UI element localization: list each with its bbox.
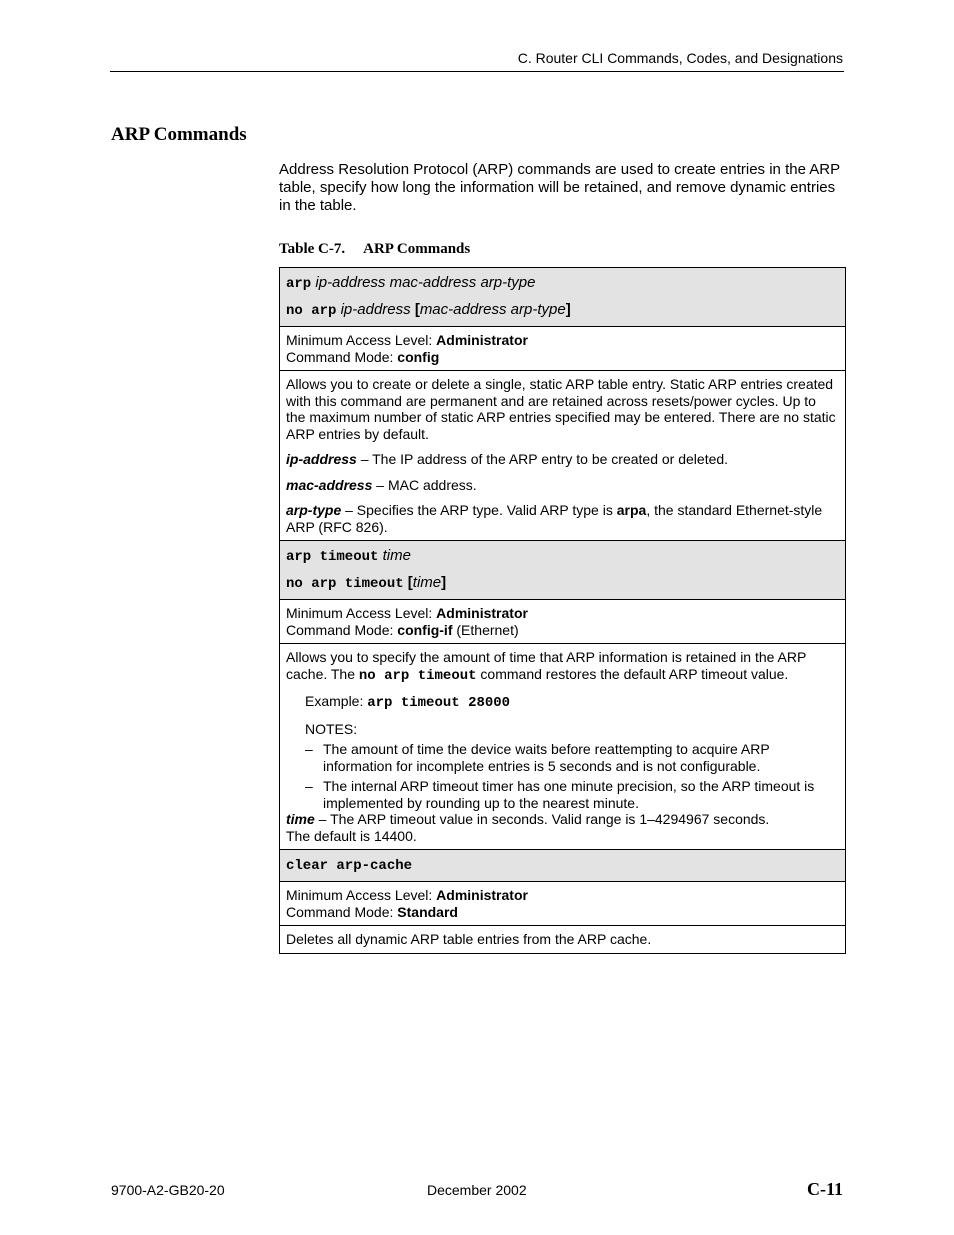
- arp-command-mode: Command Mode: config: [286, 348, 440, 365]
- arp-timeout-example: Example: arp timeout 28000: [305, 693, 511, 711]
- running-header: C. Router CLI Commands, Codes, and Designations: [517, 50, 843, 66]
- clear-arp-cache-description: Deletes all dynamic ARP table entries from the ARP cache.: [286, 931, 652, 947]
- arp-access-row: [280, 326, 845, 370]
- footer-page-number: C-11: [807, 1179, 843, 1199]
- notes-label: NOTES:: [305, 720, 358, 737]
- arp-description-row: [280, 370, 845, 540]
- arp-commands-table: [279, 267, 846, 954]
- clear-arp-cache-command-mode: Command Mode: Standard: [286, 903, 458, 920]
- arp-description: Allows you to create or delete a single, static ARP table entry. Static ARP entries created with this command are permanent and are retained across resets/power cycles. Up to the maximum number of static ARP entries specified may be entered. There are no static ARP entries by default.: [286, 376, 836, 442]
- no-arp-syntax: no arp ip-address [mac-address arp-type]: [286, 301, 571, 319]
- header-rule: [110, 71, 844, 72]
- table-caption-number: Table C-7.: [279, 241, 346, 257]
- arp-timeout-description-row: [280, 643, 845, 849]
- section-title: ARP Commands: [111, 124, 247, 145]
- arp-timeout-command-mode: Command Mode: config-if (Ethernet): [286, 621, 519, 638]
- arp-timeout-syntax: arp timeout time: [286, 547, 411, 565]
- intro-paragraph: Address Resolution Protocol (ARP) commands are used to create entries in the ARP table, specify how long the information will be retained, and remove dynamic entries in the table.: [279, 161, 840, 214]
- clear-arp-cache-syntax: clear arp-cache: [286, 858, 413, 874]
- table-caption-title: ARP Commands: [363, 241, 471, 257]
- param-mac-address: mac-address – MAC address.: [286, 476, 477, 493]
- clear-arp-cache-access-level: Minimum Access Level: Administrator: [286, 887, 528, 903]
- param-arp-type: arp-type – Specifies the ARP type. Valid ARP type is arpa, the standard Ethernet-style ARP (RFC 826).: [286, 502, 823, 535]
- arp-timeout-access-level: Minimum Access Level: Administrator: [286, 605, 528, 621]
- arp-syntax-row: [280, 268, 845, 326]
- param-time: time – The ARP timeout value in seconds. Valid range is 1–4294967 seconds. The default is 14400.: [286, 811, 770, 844]
- footer-date: December 2002: [427, 1182, 527, 1198]
- arp-timeout-syntax-row: [280, 540, 845, 599]
- arp-timeout-access-row: [280, 599, 845, 643]
- note-item: – The amount of time the device waits before reattempting to acquire ARP information for incomplete entries is 5 seconds and is not configurable.: [305, 741, 770, 774]
- clear-arp-cache-access-row: [280, 881, 845, 925]
- arp-timeout-description: Allows you to specify the amount of time that ARP information is retained in the ARP cache. The no arp timeout command restores the default ARP timeout value.: [286, 649, 807, 684]
- note-item: – The internal ARP timeout timer has one minute precision, so the ARP timeout is implemented by rounding up to the nearest minute.: [305, 778, 815, 811]
- arp-access-level: Minimum Access Level: Administrator: [286, 332, 528, 348]
- clear-arp-cache-description-row: [280, 925, 845, 953]
- no-arp-timeout-syntax: no arp timeout [time]: [286, 574, 447, 592]
- param-ip-address: ip-address – The IP address of the ARP entry to be created or deleted.: [286, 451, 729, 467]
- table-caption: [279, 241, 470, 258]
- clear-arp-cache-syntax-row: [280, 849, 845, 881]
- footer-doc-number: 9700-A2-GB20-20: [111, 1182, 225, 1198]
- arp-syntax: arp ip-address mac-address arp-type: [286, 274, 536, 292]
